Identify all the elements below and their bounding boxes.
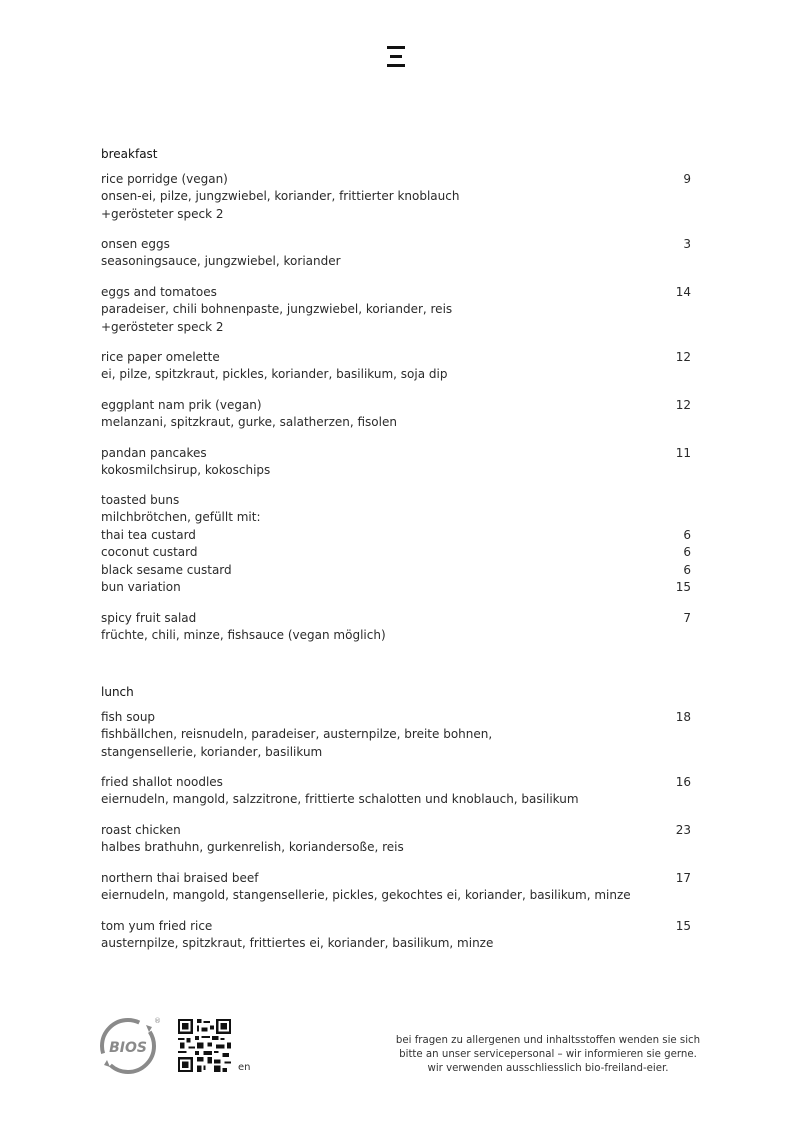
item-price: 18: [675, 710, 691, 724]
bun-option-name: thai tea custard: [101, 527, 196, 542]
item-name: tom yum fried rice: [101, 919, 213, 933]
bun-option: [101, 544, 691, 561]
bun-option-name: black sesame custard: [101, 562, 232, 577]
bios-certification-logo: [99, 1015, 161, 1075]
menu-item: [101, 349, 691, 384]
item-name: toasted buns: [101, 493, 180, 507]
item-description: austernpilze, spitzkraut, frittiertes ei, koriander, basilikum, minze: [101, 936, 494, 951]
item-name: spicy fruit salad: [101, 611, 197, 625]
bun-option: [101, 562, 691, 579]
bun-option-price: 6: [683, 527, 691, 542]
bun-option-price: 15: [675, 580, 691, 595]
item-price: 12: [675, 398, 691, 412]
item-price: 12: [675, 350, 691, 364]
registered-mark: ®: [154, 1017, 161, 1025]
menu-item: [101, 284, 691, 336]
item-name: eggplant nam prik (vegan): [101, 398, 262, 412]
menu-item: [101, 236, 691, 271]
item-description: halbes brathuhn, gurkenrelish, koriandersoße, reis: [101, 840, 404, 855]
item-price: 16: [675, 775, 691, 789]
item-price: 23: [675, 823, 691, 837]
item-description: fishbällchen, reisnudeln, paradeiser, austernpilze, breite bohnen,: [101, 727, 493, 742]
item-price: 14: [675, 285, 691, 299]
menu-item: [101, 774, 691, 809]
item-description: seasoningsauce, jungzwiebel, koriander: [101, 254, 341, 269]
menu-item: [101, 397, 691, 432]
item-description: kokosmilchsirup, kokoschips: [101, 463, 271, 478]
item-description: onsen-ei, pilze, jungzwiebel, koriander, frittierter knoblauch: [101, 189, 460, 204]
bun-option: [101, 527, 691, 544]
menu-item: [101, 171, 691, 223]
menu-item: [101, 870, 691, 905]
menu-item: [101, 445, 691, 480]
allergen-note-line: wir verwenden ausschliesslich bio-freiland-eier.: [427, 1063, 669, 1074]
item-description: paradeiser, chili bohnenpaste, jungzwiebel, koriander, reis: [101, 302, 453, 317]
item-price: 17: [675, 871, 691, 885]
menu-item-buns: [101, 492, 691, 596]
bun-option-name: bun variation: [101, 580, 181, 595]
item-extra: +gerösteter speck 2: [101, 319, 224, 334]
bun-option-price: 6: [683, 545, 691, 560]
item-price: 3: [683, 237, 691, 251]
bios-label: BIOS: [109, 1040, 147, 1056]
qr-code[interactable]: [178, 1019, 231, 1072]
item-name: northern thai braised beef: [101, 871, 259, 885]
menu-item: [101, 610, 691, 645]
item-name: roast chicken: [101, 823, 181, 837]
bun-option-price: 6: [683, 562, 691, 577]
item-name: pandan pancakes: [101, 446, 207, 460]
item-price: 15: [675, 919, 691, 933]
menu-item: [101, 822, 691, 857]
menu-item: [101, 709, 691, 761]
qr-code-icon: [178, 1019, 231, 1072]
allergen-note-line: bei fragen zu allergenen und inhaltsstoffen wenden sie sich: [395, 1035, 701, 1046]
item-description: melanzani, spitzkraut, gurke, salatherzen, fisolen: [101, 415, 397, 430]
bios-seal-icon: [99, 1015, 161, 1075]
menu-item: [101, 918, 691, 953]
item-description: früchte, chili, minze, fishsauce (vegan möglich): [101, 628, 386, 643]
item-price: 7: [683, 611, 691, 625]
item-description: eiernudeln, mangold, salzzitrone, frittierte schalotten und knoblauch, basilikum: [101, 792, 579, 807]
item-price: 11: [675, 446, 691, 460]
bun-option-name: coconut custard: [101, 545, 198, 560]
item-name: rice porridge (vegan): [101, 172, 228, 186]
lunch-section: [101, 684, 691, 951]
item-name: eggs and tomatoes: [101, 285, 217, 299]
item-name: fish soup: [101, 710, 156, 724]
allergen-note-line: bitte an unser servicepersonal – wir informieren sie gerne.: [399, 1049, 697, 1060]
item-name: fried shallot noodles: [101, 775, 223, 789]
item-description: stangensellerie, koriander, basilikum: [101, 744, 323, 759]
restaurant-logo: [387, 46, 405, 68]
section-title-breakfast: breakfast: [101, 147, 158, 161]
section-title-lunch: lunch: [101, 685, 134, 699]
bun-option: [101, 579, 691, 596]
item-description: eiernudeln, mangold, stangensellerie, pickles, gekochtes ei, koriander, basilikum, minze: [101, 888, 631, 903]
item-description: milchbrötchen, gefüllt mit:: [101, 510, 261, 525]
allergen-note: [395, 1034, 701, 1076]
item-price: 9: [683, 172, 691, 186]
item-description: ei, pilze, spitzkraut, pickles, koriander, basilikum, soja dip: [101, 367, 448, 382]
item-extra: +gerösteter speck 2: [101, 206, 224, 221]
language-label: en: [238, 1062, 251, 1073]
breakfast-section: [101, 146, 691, 643]
item-name: onsen eggs: [101, 237, 170, 251]
item-name: rice paper omelette: [101, 350, 220, 364]
